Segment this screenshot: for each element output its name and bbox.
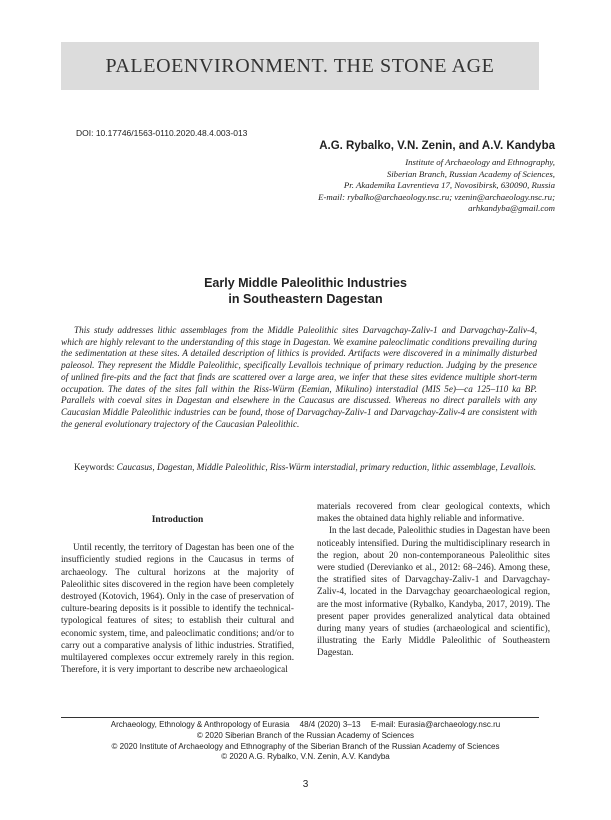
copyright-line: © 2020 Siberian Branch of the Russian Academy of Sciences [196,730,415,740]
body-paragraph: materials recovered from clear geological contexts, which makes the obtained data highly reliable and informative. [317,501,550,524]
footer [0,720,611,763]
affiliation-line: E-mail: rybalko@archaeology.nsc.ru; vzenin@archaeology.nsc.ru; [318,191,555,202]
affiliation-line: Siberian Branch, Russian Academy of Sciences, [386,168,555,179]
body-paragraph: Until recently, the territory of Dagestan has been one of the insufficiently studied regions in the Caucasus in terms of archaeology. The cultural horizons at the majority of Paleolithic sites discovered in the region have been completely destroyed (Kotovich, 1964). Only in the case of preservation of culture-bearing deposits is it possible to identify the technical-typological features of sites; to establish their cultural and economic system, time, and paleoclimatic conditions; and/or to carry out a comparative analysis of lithic industries. Stratified, multilayered complexes occur extremely rarely in this region. Therefore, it is very important to describe new archaeological [61,542,294,675]
copyright-line: © 2020 A.G. Rybalko, V.N. Zenin, A.V. Kandyba [221,752,390,762]
right-column [317,500,550,659]
keywords [61,462,537,474]
copyright-line: © 2020 Institute of Archaeology and Ethnography of the Siberian Branch of the Russian Academy of Sciences [111,741,500,751]
journal-name: Archaeology, Ethnology & Anthropology of Eurasia [110,720,290,729]
section-heading: Introduction [151,515,204,525]
footer-divider [61,717,539,718]
keywords-label: Keywords: [74,462,115,472]
journal-email: E-mail: Eurasia@archaeology.nsc.ru [370,720,501,729]
affiliation-line: arhkandyba@gmail.com [468,203,555,214]
affiliation [318,157,555,215]
page-number: 3 [302,779,309,790]
journal-line [0,720,611,731]
affiliation-line: Institute of Archaeology and Ethnography, [405,157,555,167]
keywords-list: Caucasus, Dagestan, Middle Paleolithic, Riss-Würm interstadial, primary reduction, lithic assemblage, Levallois. [116,462,537,472]
body-paragraph: In the last decade, Paleolithic studies in Dagestan have been noticeably intensified. During the multidisciplinary research in the region, about 20 non-contemporaneous Paleolithic sites were studied (Derevianko et al., 2012: 68–246). Among these, the stratified sites of Darvagchay-Zaliv-1 and Darvagchay-Zaliv-4, located in the Darvagchay geoarchaeological region, are the most informative (Rybalko, Kandyba, 2017, 2019). The present paper provides generalized analytical data obtained during many years of studies (archaeological and scientific), illustrating the Early Middle Paleolithic of Southeastern Dagestan. [317,525,550,658]
left-column [61,508,294,675]
article-title [0,275,611,307]
affiliation-line: Pr. Akademika Lavrentieva 17, Novosibirsk, 630090, Russia [343,180,555,191]
abstract: This study addresses lithic assemblages from the Middle Paleolithic sites Darvagchay-Zaliv-1 and Darvagchay-Zaliv-4, which are highly relevant to the understanding of this stage in Dagestan. We examine paleoclimatic conditions prevailing during the sedimentation at these sites. A detailed description of lithics is provided. Artifacts were discovered in a minimally disturbed paleosol. They represent the Middle Paleolithic, specifically Levallois technique of primary reduction. Judging by the presence of unlined fire-pits and the fact that finds are scattered over a large area, we infer that these sites evidence multiple short-term occupation. The dates of the sites fall within the Riss-Würm (Eemian, Mikulino) interstadial (MIS 5e)—ca 125–110 ka BP. Parallels with coeval sites in Dagestan and elsewhere in the Caucasus are discussed. Whereas no direct parallels with any Caucasian Middle Paleolithic industries can be found, those of Darvagchay-Zaliv-1 and Darvagchay-Zaliv-4 are consistent with the general evolutionary trajectory of the Caucasian Paleolithic. [61,325,537,429]
section-banner [61,42,539,90]
title-line: in Southeastern Dagestan [228,292,383,306]
journal-issue: 48/4 (2020) 3–13 [299,720,361,729]
title-line: Early Middle Paleolithic Industries [204,276,407,290]
doi: DOI: 10.17746/1563-0110.2020.48.4.003-013 [76,128,248,138]
authors: A.G. Rybalko, V.N. Zenin, and A.V. Kandyba [319,140,555,152]
section-title: PALEOENVIRONMENT. THE STONE AGE [105,54,495,77]
